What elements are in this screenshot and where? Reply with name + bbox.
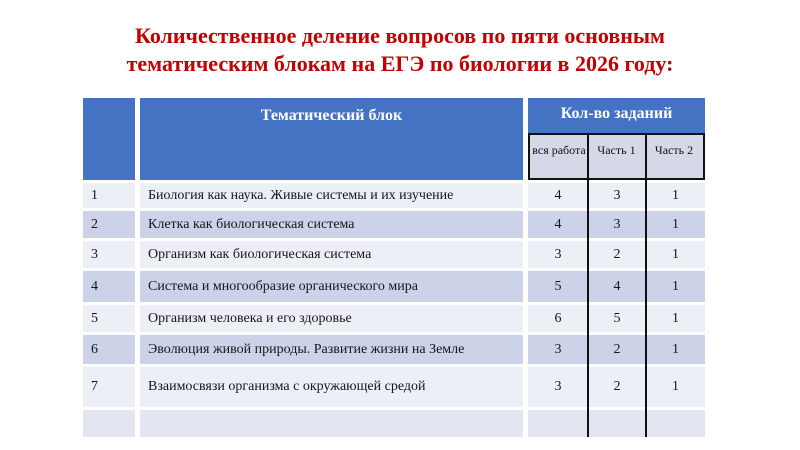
total-cell [528, 410, 588, 437]
table-row [83, 335, 705, 364]
slide-title-line2: тематическим блокам на ЕГЭ по биологии в 2026 году: [126, 51, 674, 76]
table-row [83, 211, 705, 238]
table-row [83, 367, 705, 407]
part2-cell: 1 [646, 183, 705, 208]
row-number-cell: 3 [83, 241, 135, 268]
header-cell-count [528, 98, 705, 133]
part1-cell: 3 [588, 211, 646, 238]
subheader-cell-total: вся работа [532, 143, 586, 157]
part2-cell: 1 [646, 241, 705, 268]
part2-cell [646, 410, 705, 437]
row-number-cell [83, 410, 135, 437]
total-cell: 3 [528, 241, 588, 268]
topic-cell: Клетка как биологическая система [140, 211, 523, 238]
table-row-empty [83, 410, 705, 437]
total-cell: 4 [528, 183, 588, 208]
table-row [83, 183, 705, 208]
table-row [83, 271, 705, 302]
part2-cell: 1 [646, 271, 705, 302]
topic-cell: Биология как наука. Живые системы и их изучение [140, 183, 523, 208]
part1-cell: 3 [588, 183, 646, 208]
part1-cell: 5 [588, 305, 646, 332]
header-count-label: Кол-во заданий [560, 105, 673, 122]
part1-cell: 4 [588, 271, 646, 302]
slide-title-line1: Количественное деление вопросов по пяти основным [134, 23, 666, 48]
total-cell: 4 [528, 211, 588, 238]
row-number-cell: 7 [83, 367, 135, 407]
part2-cell: 1 [646, 211, 705, 238]
subheader-cell-part1: Часть 1 [597, 143, 636, 157]
row-number-cell: 6 [83, 335, 135, 364]
subheader-cell-part2: Часть 2 [654, 143, 694, 157]
header-cell-empty [83, 98, 135, 180]
table-header-row [83, 98, 705, 180]
topic-cell: Эволюция живой природы. Развитие жизни на Земле [140, 335, 523, 364]
topic-cell [140, 410, 523, 437]
total-cell: 6 [528, 305, 588, 332]
part2-cell: 1 [646, 305, 705, 332]
topic-cell: Система и многообразие органического мира [140, 271, 523, 302]
header-topic-label: Тематический блок [260, 107, 403, 124]
row-number-cell: 4 [83, 271, 135, 302]
slide-title [0, 22, 800, 78]
part2-cell: 1 [646, 335, 705, 364]
row-number-cell: 5 [83, 305, 135, 332]
table-row [83, 305, 705, 332]
topic-cell: Взаимосвязи организма с окружающей средой [140, 367, 523, 407]
total-cell: 3 [528, 367, 588, 407]
total-cell: 3 [528, 335, 588, 364]
column-divider [645, 133, 647, 437]
table-row [83, 241, 705, 268]
table-subheader-row [528, 133, 705, 180]
topic-cell: Организм как биологическая система [140, 241, 523, 268]
row-number-cell: 2 [83, 211, 135, 238]
row-number-cell: 1 [83, 183, 135, 208]
part1-cell [588, 410, 646, 437]
part1-cell: 2 [588, 241, 646, 268]
part1-cell: 2 [588, 335, 646, 364]
part1-cell: 2 [588, 367, 646, 407]
topic-cell: Организм человека и его здоровье [140, 305, 523, 332]
question-distribution-table [83, 98, 705, 437]
part2-cell: 1 [646, 367, 705, 407]
total-cell: 5 [528, 271, 588, 302]
header-cell-topic [140, 98, 523, 180]
column-divider [587, 133, 589, 437]
header-count-section [528, 98, 705, 180]
